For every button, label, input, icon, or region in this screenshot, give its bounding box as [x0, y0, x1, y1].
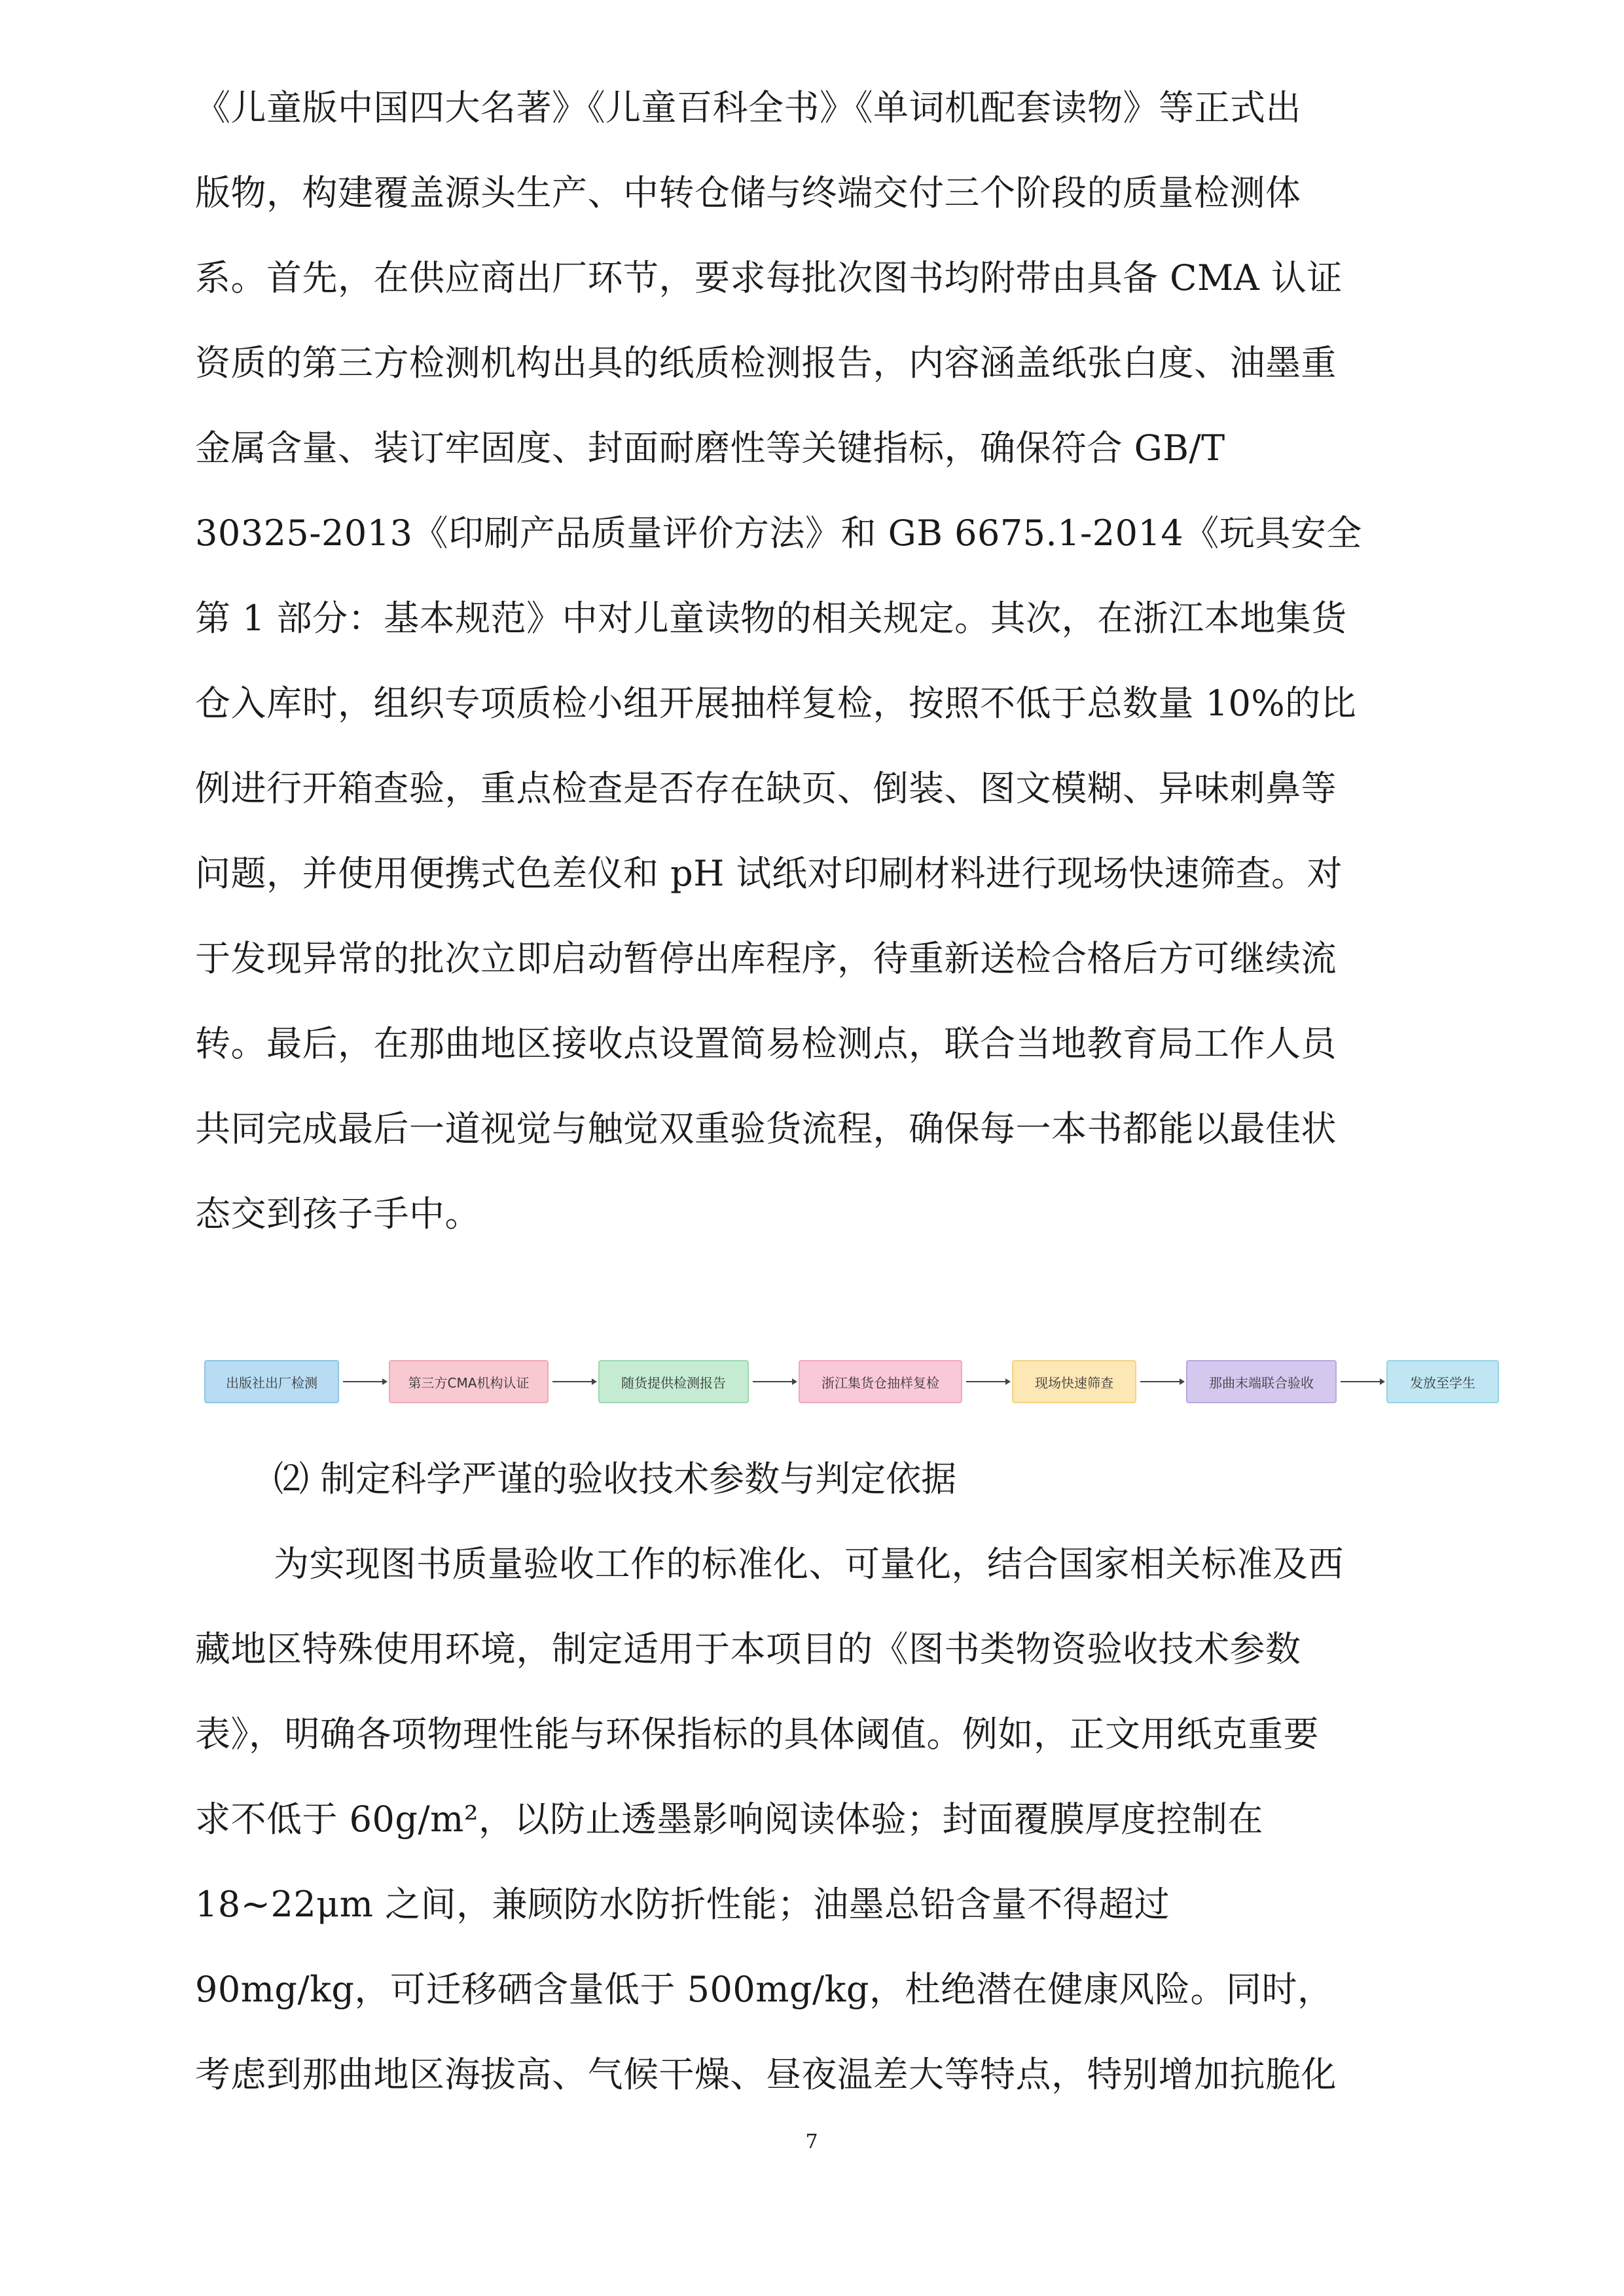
quality-flowchart: [204, 1360, 1499, 1406]
flow-step-label: 随货提供检测报告: [621, 1374, 726, 1391]
text-line: 例进行开箱查验，重点检查是否存在缺页、倒装、图文模糊、异味刺鼻等: [195, 768, 1337, 809]
text-line: 系。首先，在供应商出厂环节，要求每批次图书均附带由具备 CMA 认证: [195, 257, 1343, 298]
arrow-right-icon: [549, 1360, 598, 1403]
arrow-right-icon: [1136, 1360, 1186, 1403]
flow-step-warehouse-sampling: [799, 1360, 962, 1403]
text-line: 转。最后，在那曲地区接收点设置简易检测点，联合当地教育局工作人员: [195, 1023, 1337, 1064]
flow-step-cma-certification: [389, 1360, 549, 1403]
text-line: 仓入库时，组织专项质检小组开展抽样复检，按照不低于总数量 10%的比: [195, 683, 1357, 724]
text-line: 问题，并使用便携式色差仪和 pH 试纸对印刷材料进行现场快速筛查。对: [195, 853, 1343, 894]
arrow-right-icon: [339, 1360, 389, 1403]
text-line: 金属含量、装订牢固度、封面耐磨性等关键指标，确保符合 GB/T: [195, 427, 1225, 469]
text-line: 30325-2013《印刷产品质量评价方法》和 GB 6675.1-2014《玩具安全: [195, 512, 1362, 554]
text-line: 考虑到那曲地区海拔高、气候干燥、昼夜温差大等特点，特别增加抗脆化: [195, 2054, 1337, 2095]
flow-step-label: 浙江集货仓抽样复检: [821, 1374, 939, 1391]
flow-step-publisher-inspection: [204, 1360, 339, 1403]
arrow-right-icon: [962, 1360, 1012, 1403]
text-line: 表》，明确各项物理性能与环保指标的具体阈值。例如，正文用纸克重要: [195, 1713, 1319, 1755]
flow-step-label: 出版社出厂检测: [226, 1374, 317, 1391]
arrow-right-icon: [1337, 1360, 1386, 1403]
text-line: 版物，构建覆盖源头生产、中转仓储与终端交付三个阶段的质量检测体: [195, 172, 1301, 213]
text-line: 《儿童版中国四大名著》《儿童百科全书》《单词机配套读物》等正式出: [195, 87, 1301, 128]
paragraph-technical-parameters: [195, 1522, 1439, 2117]
section-heading: ⑵ 制定科学严谨的验收技术参数与判定依据: [274, 1458, 957, 1499]
flow-step-label: 发放至学生: [1410, 1374, 1475, 1391]
flow-step-label: 那曲末端联合验收: [1209, 1374, 1314, 1391]
flow-step-report: [598, 1360, 749, 1403]
text-line: 资质的第三方检测机构出具的纸质检测报告，内容涵盖纸张白度、油墨重: [195, 342, 1337, 384]
text-line: 求不低于 60g/m²，以防止透墨影响阅读体验；封面覆膜厚度控制在: [195, 1799, 1263, 1840]
text-line: 共同完成最后一道视觉与触觉双重验货流程，确保每一本书都能以最佳状: [195, 1108, 1337, 1149]
text-line: 18~22μm 之间，兼顾防水防折性能；油墨总铅含量不得超过: [195, 1884, 1170, 1925]
text-line: 态交到孩子手中。: [195, 1193, 480, 1234]
text-line: 为实现图书质量验收工作的标准化、可量化，结合国家相关标准及西: [274, 1543, 1344, 1585]
text-line: 第 1 部分：基本规范》中对儿童读物的相关规定。其次，在浙江本地集货: [195, 598, 1347, 639]
page-number: 7: [805, 2130, 818, 2153]
paragraph-quality-system: [195, 65, 1439, 1257]
text-line: 90mg/kg，可迁移硒含量低于 500mg/kg，杜绝潜在健康风险。同时，: [195, 1969, 1333, 2010]
flow-step-label: 第三方CMA机构认证: [408, 1374, 530, 1391]
arrow-right-icon: [749, 1360, 799, 1403]
text-line: 于发现异常的批次立即启动暂停出库程序，待重新送检合格后方可继续流: [195, 938, 1337, 979]
flow-step-nagqu-acceptance: [1186, 1360, 1337, 1403]
flow-step-label: 现场快速筛查: [1035, 1374, 1113, 1391]
flow-step-distribute-students: [1386, 1360, 1499, 1403]
flow-step-quick-screening: [1012, 1360, 1136, 1403]
text-line: 藏地区特殊使用环境，制定适用于本项目的《图书类物资验收技术参数: [195, 1628, 1301, 1670]
